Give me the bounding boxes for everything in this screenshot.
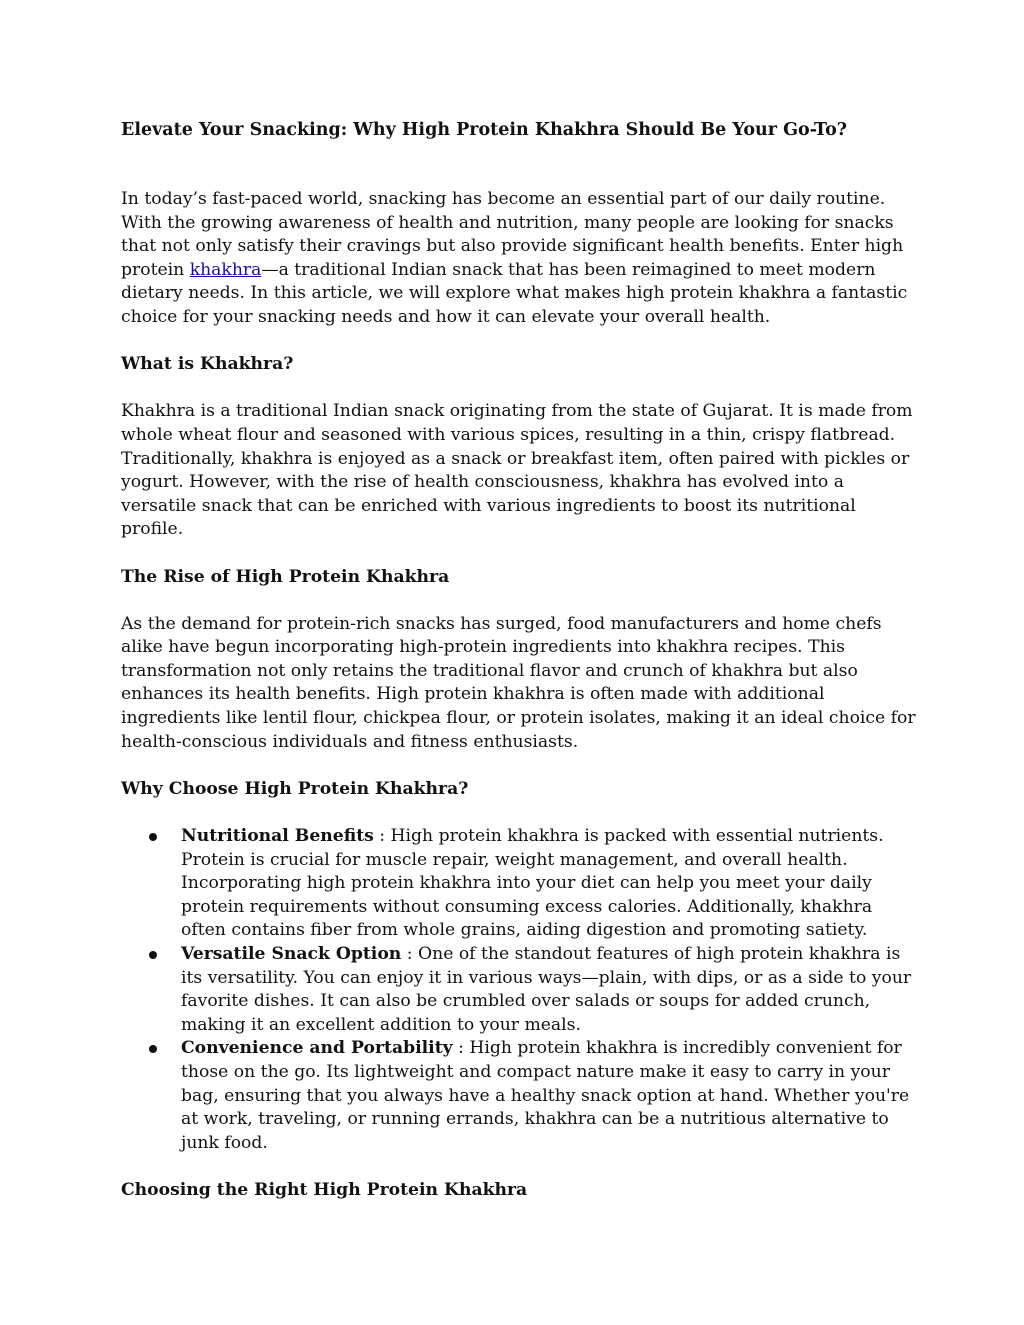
list-item-text: : High protein khakhra is packed with essential nutrients. Protein is crucial for muscle repair, weight management, and overall health. Incorporating high protein khakhra into your diet can help you meet your daily protein requirements without consuming excess calories. Additionally, khakhra often contains fiber from whole grains, aiding digestion and promoting satiety. (181, 826, 884, 941)
section-body-what-is-khakhra: Khakhra is a traditional Indian snack originating from the state of Gujarat. It is made from whole wheat flour and seasoned with various spices, resulting in a thin, crispy flatbread. Traditionally, khakhra is enjoyed as a snack or breakfast item, often paired with pickles or yogurt. However, with the rise of health consciousness, khakhra has evolved into a versatile snack that can be enriched with various ingredients to boost its nutritional profile. (121, 401, 913, 540)
list-item-text: : High protein khakhra is incredibly convenient for those on the go. Its lightweight and compact nature make it easy to carry in your bag, ensuring that you always have a healthy snack option at hand. Whether you're at work, traveling, or running errands, khakhra can be a nutritious alternative to junk food. (181, 1038, 910, 1153)
section-heading-rise-of-high-protein: The Rise of High Protein Khakhra (121, 566, 450, 587)
article-title: Elevate Your Snacking: Why High Protein Khakhra Should Be Your Go-To? (121, 120, 847, 140)
bullet-icon (149, 951, 157, 959)
list-item-text: : One of the standout features of high protein khakhra is its versatility. You can enjoy it in various ways—plain, with dips, or as a side to your favorite dishes. It can also be crumbled over salads or soups for added crunch, making it an excellent addition to your meals. (181, 944, 912, 1035)
section-body-rise-of-high-protein: As the demand for protein-rich snacks has surged, food manufacturers and home chefs alike have begun incorporating high-protein ingredients into khakhra recipes. This transformation not only retains the traditional flavor and crunch of khakhra but also enhances its health benefits. High protein khakhra is often made with additional ingredients like lentil flour, chickpea flour, or protein isolates, making it an ideal choice for health-conscious individuals and fitness enthusiasts. (121, 613, 916, 752)
list-item-versatile-snack (121, 943, 921, 1037)
list-item-nutritional-benefits (121, 825, 921, 943)
section-heading-what-is-khakhra: What is Khakhra? (121, 354, 294, 375)
list-item-convenience (121, 1037, 921, 1155)
intro-text-after-link: —a traditional Indian snack that has been reimagined to meet modern dietary needs. In this article, we will explore what makes high protein khakhra a fantastic choice for your snacking needs and how it can elevate your overall health. (121, 259, 908, 327)
bullet-icon (149, 1045, 157, 1053)
document-page (121, 118, 921, 1226)
section-heading-choosing-right: Choosing the Right High Protein Khakhra (121, 1179, 528, 1200)
bullet-icon (149, 833, 157, 841)
khakhra-link[interactable]: khakhra (189, 259, 262, 280)
list-item-term: Versatile Snack Option (181, 944, 402, 964)
list-item-term: Nutritional Benefits (181, 826, 374, 847)
list-item-term: Convenience and Portability (181, 1038, 453, 1059)
intro-text-before-link: In today’s fast-paced world, snacking has become an essential part of our daily routine. With the growing awareness of health and nutrition, many people are looking for snacks that not only satisfy their cravings but also provide significant health benefits. Enter high protein (121, 189, 904, 280)
section-heading-why-choose: Why Choose High Protein Khakhra? (121, 778, 469, 799)
intro-paragraph (121, 188, 921, 330)
benefits-list (121, 825, 921, 1155)
